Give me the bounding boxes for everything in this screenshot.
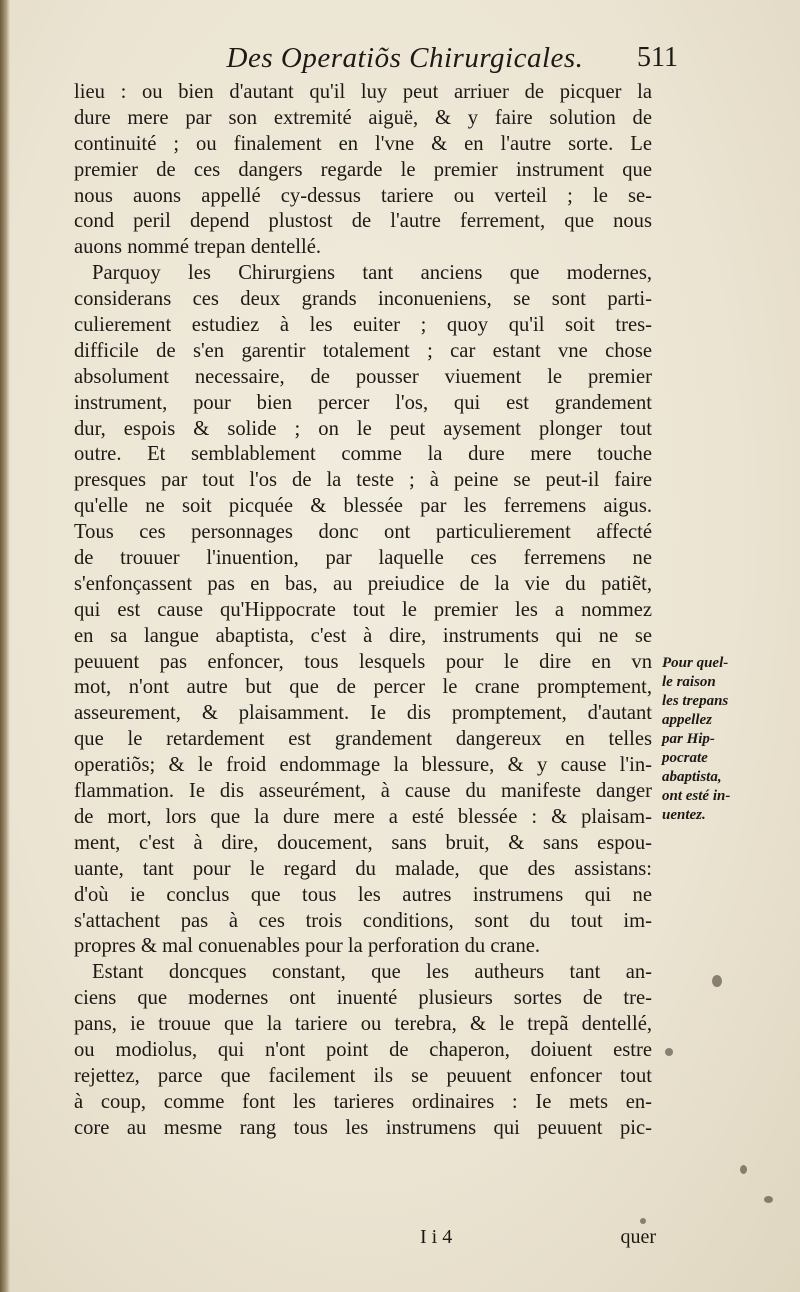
text-line: auons nommé trepan dentellé. — [74, 236, 322, 259]
text-line: dure mere par son extremité aiguë, & y faire solution de — [74, 106, 652, 129]
margin-note-line: ont esté in- — [662, 788, 731, 804]
page-number: 511 — [637, 42, 678, 73]
text-line: s'attachent pas à ces trois conditions, sont du tout im- — [74, 909, 652, 932]
text-line: core au mesme rang tous les instrumens qui peuuent pic- — [74, 1116, 652, 1139]
ink-blot — [764, 1196, 773, 1203]
text-line: rejettez, parce que facilement ils se peuuent enfoncer tout — [74, 1064, 652, 1087]
ink-blot — [740, 1165, 747, 1174]
text-line: continuité ; ou finalement en l'vne & en l'autre sorte. Le — [74, 132, 652, 155]
ink-blot — [712, 975, 722, 987]
text-line: considerans ces deux grands inconueniens, se sont parti- — [74, 288, 652, 311]
text-line: s'enfonçassent pas en bas, au preiudice de la vie du patiẽt, — [74, 572, 652, 595]
text-line: à coup, comme font les tarieres ordinaires : Ie mets en- — [74, 1090, 652, 1113]
margin-note-line: le raison — [662, 674, 716, 690]
text-line: outre. Et semblablement comme la dure mere touche — [74, 443, 652, 466]
text-line: Parquoy les Chirurgiens tant anciens que modernes, — [92, 262, 652, 285]
margin-note-line: abaptista, — [662, 769, 722, 785]
text-line: en sa langue abaptista, c'est à dire, instruments qui ne se — [74, 624, 652, 647]
text-line: Tous ces personnages donc ont particulierement affecté — [74, 521, 652, 544]
ink-blot — [640, 1218, 646, 1224]
margin-note-line: pocrate — [662, 750, 708, 766]
text-line: premier de ces dangers regarde le premier instrument que — [74, 158, 652, 181]
text-line: de mort, lors que la dure mere a esté blessée : & plaisam- — [74, 805, 652, 828]
text-line: que le retardement est grandement dangereux en telles — [74, 728, 652, 751]
text-line: ment, c'est à dire, doucement, sans bruit, & sans espou- — [74, 831, 652, 854]
margin-note-line: par Hip- — [662, 731, 715, 747]
signature-mark: I i 4 — [420, 1226, 453, 1248]
text-line: difficile de s'en garentir totalement ; car estant vne chose — [74, 339, 652, 362]
text-line: pans, ie trouue que la tariere ou terebra, & le trepã dentellé, — [74, 1013, 652, 1036]
text-line: presques par tout l'os de la teste ; à peine se peut-il faire — [74, 469, 652, 492]
text-line: ciens que modernes ont inuenté plusieurs sortes de tre- — [74, 987, 652, 1010]
margin-note-line: Pour quel- — [662, 655, 729, 671]
catchword: quer — [620, 1226, 656, 1248]
margin-note-line: appellez — [662, 712, 712, 728]
text-line: flammation. Ie dis asseurément, à cause du manifeste danger — [74, 780, 652, 803]
text-line: lieu : ou bien d'autant qu'il luy peut arriuer de picquer la — [74, 81, 652, 103]
book-spine-shadow — [0, 0, 10, 1292]
text-line: dur, espois & solide ; on le peut aysement plonger tout — [74, 417, 652, 440]
text-line: absolument necessaire, de pousser viuement le premier — [74, 365, 652, 388]
text-line: uante, tant pour le regard du malade, que des assistans: — [74, 857, 652, 880]
text-line: nous auons appellé cy-dessus tariere ou verteil ; le se- — [74, 184, 652, 207]
text-line: qu'elle ne soit picquée & blessée par les ferremens aigus. — [74, 495, 652, 518]
margin-note-line: uentez. — [662, 807, 706, 823]
text-line: de trouuer l'inuention, par laquelle ces ferremens ne — [74, 547, 652, 570]
text-line: operatiõs; & le froid endommage la blessure, & y cause l'in- — [74, 754, 652, 777]
ink-blot — [665, 1048, 673, 1056]
text-line: Estant doncques constant, que les autheurs tant an- — [92, 961, 652, 984]
text-line: ou modiolus, qui n'ont point de chaperon, doiuent estre — [74, 1038, 652, 1061]
text-line: d'où ie conclus que tous les autres instrumens qui ne — [74, 883, 652, 906]
text-line: qui est cause qu'Hippocrate tout le premier les a nommez — [74, 598, 652, 621]
text-line: cond peril depend plustost de l'autre ferrement, que nous — [74, 210, 652, 233]
margin-note — [662, 654, 790, 825]
text-line: culierement estudiez à les euiter ; quoy qu'il soit tres- — [74, 314, 652, 337]
text-line: asseurement, & plaisamment. Ie dis promptement, d'autant — [74, 702, 652, 725]
body-text — [74, 80, 652, 1142]
text-line: instrument, pour bien percer l'os, qui est grandement — [74, 391, 652, 414]
text-line: propres & mal conuenables pour la perforation du crane. — [74, 935, 541, 958]
text-line: mot, n'ont autre but que de percer le crane promptement, — [74, 676, 652, 699]
margin-note-line: les trepans — [662, 693, 729, 709]
text-line: peuuent pas enfoncer, tous lesquels pour le dire en vn — [74, 650, 652, 673]
running-title: Des Operatiõs Chirurgicales. — [226, 42, 584, 74]
